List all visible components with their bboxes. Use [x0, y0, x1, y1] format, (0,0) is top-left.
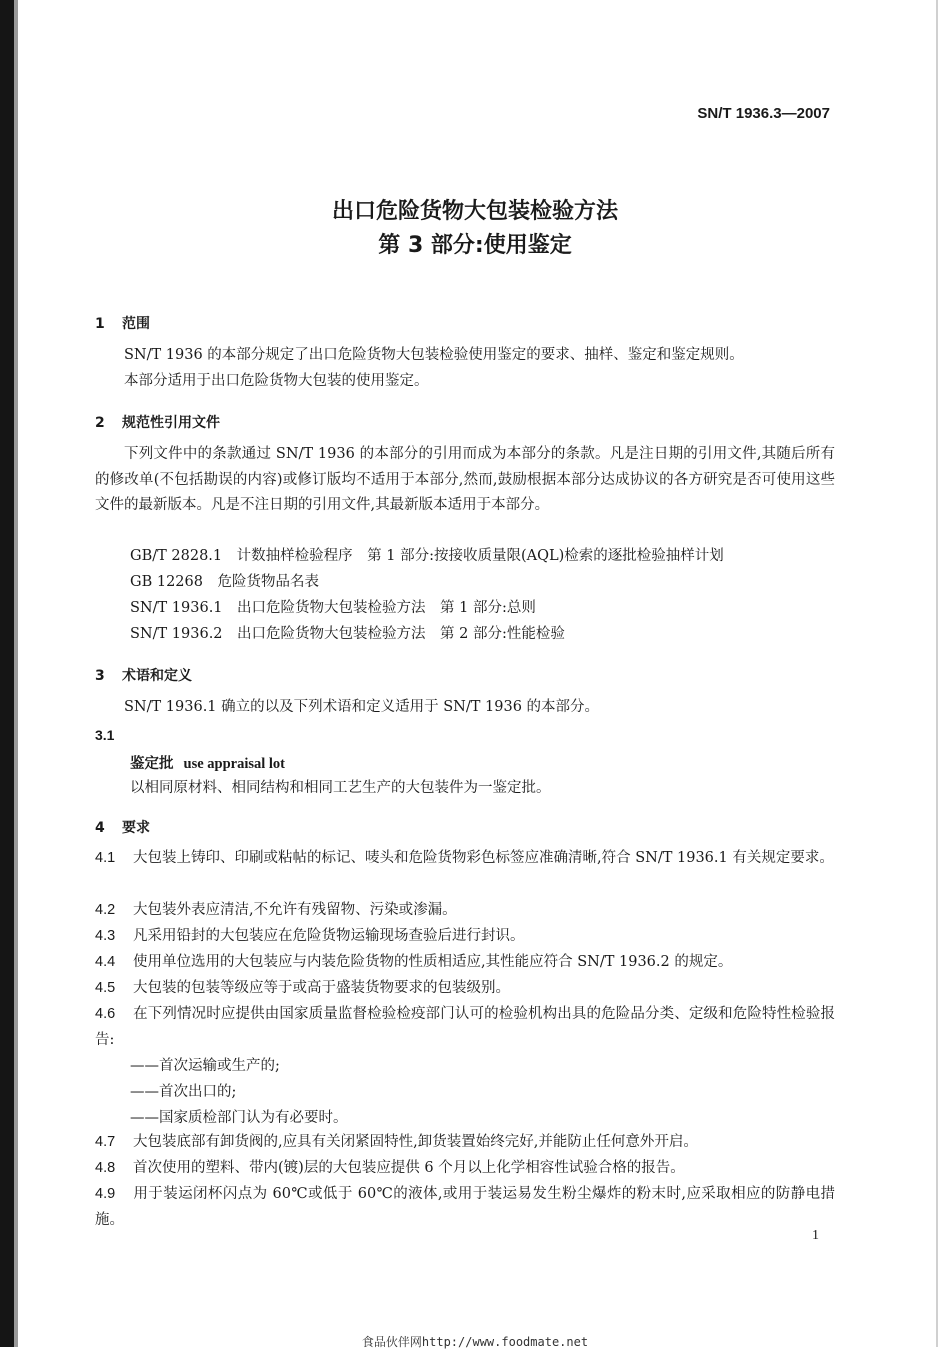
section-title: 规范性引用文件: [122, 415, 220, 431]
requirement-text: 使用单位选用的大包装应与内装危险货物的性质相适应,其性能应符合 SN/T 1936.2 的规定。: [133, 954, 733, 970]
requirement-text: 首次使用的塑料、带内(镀)层的大包装应提供 6 个月以上化学相容性试验合格的报告。: [133, 1160, 685, 1176]
section-4-heading: [95, 817, 150, 837]
term-english: use appraisal lot: [183, 756, 286, 772]
requirement-text: 用于装运闭杯闪点为 60℃或低于 60℃的液体,或用于装运易发生粉尘爆炸的粉末时,应采取相应的防静电措施。: [95, 1186, 835, 1228]
section-1-paragraph-2: 本部分适用于出口危险货物大包装的使用鉴定。: [124, 373, 429, 389]
requirement-text: 大包装外表应清洁,不允许有残留物、污染或渗漏。: [133, 902, 457, 918]
section-1-heading: [95, 313, 150, 333]
list-item: ——首次运输或生产的;: [130, 1058, 280, 1074]
requirement-number: 4.1: [95, 850, 116, 866]
requirement-item: [95, 1130, 835, 1156]
document-title: 出口危险货物大包装检验方法: [331, 199, 618, 224]
section-1-paragraph-1: SN/T 1936 的本部分规定了出口危险货物大包装检验使用鉴定的要求、抽样、鉴定和鉴定规则。: [124, 347, 744, 363]
requirement-text: 在下列情况时应提供由国家质量监督检验检疫部门认可的检验机构出具的危险品分类、定级和危险特性检验报告:: [95, 1006, 835, 1048]
requirement-number: 4.7: [95, 1134, 116, 1150]
requirement-number: 4.5: [95, 980, 116, 996]
requirement-text: 大包装的包装等级应等于或高于盛装货物要求的包装级别。: [133, 980, 510, 996]
requirement-item: [95, 976, 835, 1002]
normative-reference: GB/T 2828.1 计数抽样检验程序 第 1 部分:按接收质量限(AQL)检索的逐批检验抽样计划: [130, 548, 724, 564]
requirement-number: 4.9: [95, 1186, 116, 1202]
section-2-heading: [95, 412, 220, 432]
footer-watermark: 食品伙伴网http://www.foodmate.net: [361, 1335, 589, 1349]
section-title: 要求: [122, 820, 150, 836]
section-number: 3: [95, 668, 105, 684]
requirement-item: [95, 898, 835, 924]
section-number: 2: [95, 415, 105, 431]
normative-reference: SN/T 1936.1 出口危险货物大包装检验方法 第 1 部分:总则: [130, 600, 536, 616]
requirement-item: [95, 1002, 835, 1053]
section-3-paragraph: SN/T 1936.1 确立的以及下列术语和定义适用于 SN/T 1936 的本部分。: [124, 699, 600, 715]
requirement-number: 4.3: [95, 928, 116, 944]
section-3-heading: [95, 665, 192, 685]
requirement-item: [95, 1182, 835, 1233]
requirement-item: [95, 950, 835, 976]
requirement-number: 4.2: [95, 902, 116, 918]
document-subtitle: 第 3 部分:使用鉴定: [378, 233, 572, 258]
requirement-item: [95, 846, 835, 872]
requirement-text: 大包装底部有卸货阀的,应具有关闭紧固特性,卸货装置始终完好,并能防止任何意外开启。: [133, 1134, 698, 1150]
requirement-item: [95, 1156, 835, 1182]
section-2-paragraph: 下列文件中的条款通过 SN/T 1936 的本部分的引用而成为本部分的条款。凡是注日期的引用文件,其随后所有的修改单(不包括勘误的内容)或修订版均不适用于本部分,然而,鼓励根据本部分达成协议的各方研究是否可使用这些文件的最新版本。凡是不注日期的引用文件,其最新版本适用于本部分。: [95, 446, 835, 513]
list-item: ——首次出口的;: [130, 1084, 237, 1100]
standard-code: SN/T 1936.3—2007: [697, 105, 830, 122]
term-chinese: 鉴定批: [130, 755, 174, 772]
page-number: 1: [812, 1228, 819, 1243]
list-item: ——国家质检部门认为有必要时。: [130, 1110, 348, 1126]
term-definition: 以相同原材料、相同结构和相同工艺生产的大包装件为一鉴定批。: [130, 780, 551, 796]
term-entry: [130, 752, 285, 773]
term-number: 3.1: [95, 727, 115, 743]
section-title: 术语和定义: [122, 668, 192, 684]
section-title: 范围: [122, 316, 150, 332]
requirement-number: 4.8: [95, 1160, 116, 1176]
requirement-text: 大包装上铸印、印刷或粘帖的标记、唛头和危险货物彩色标签应准确清晰,符合 SN/T 1936.1 有关规定要求。: [133, 850, 834, 866]
requirement-number: 4.6: [95, 1006, 116, 1022]
section-number: 1: [95, 316, 105, 332]
normative-reference: SN/T 1936.2 出口危险货物大包装检验方法 第 2 部分:性能检验: [130, 626, 565, 642]
requirement-item: [95, 924, 835, 950]
section-number: 4: [95, 820, 105, 836]
normative-reference: GB 12268 危险货物品名表: [130, 574, 319, 590]
requirement-text: 凡采用铅封的大包装应在危险货物运输现场查验后进行封识。: [133, 928, 525, 944]
requirement-number: 4.4: [95, 954, 116, 970]
